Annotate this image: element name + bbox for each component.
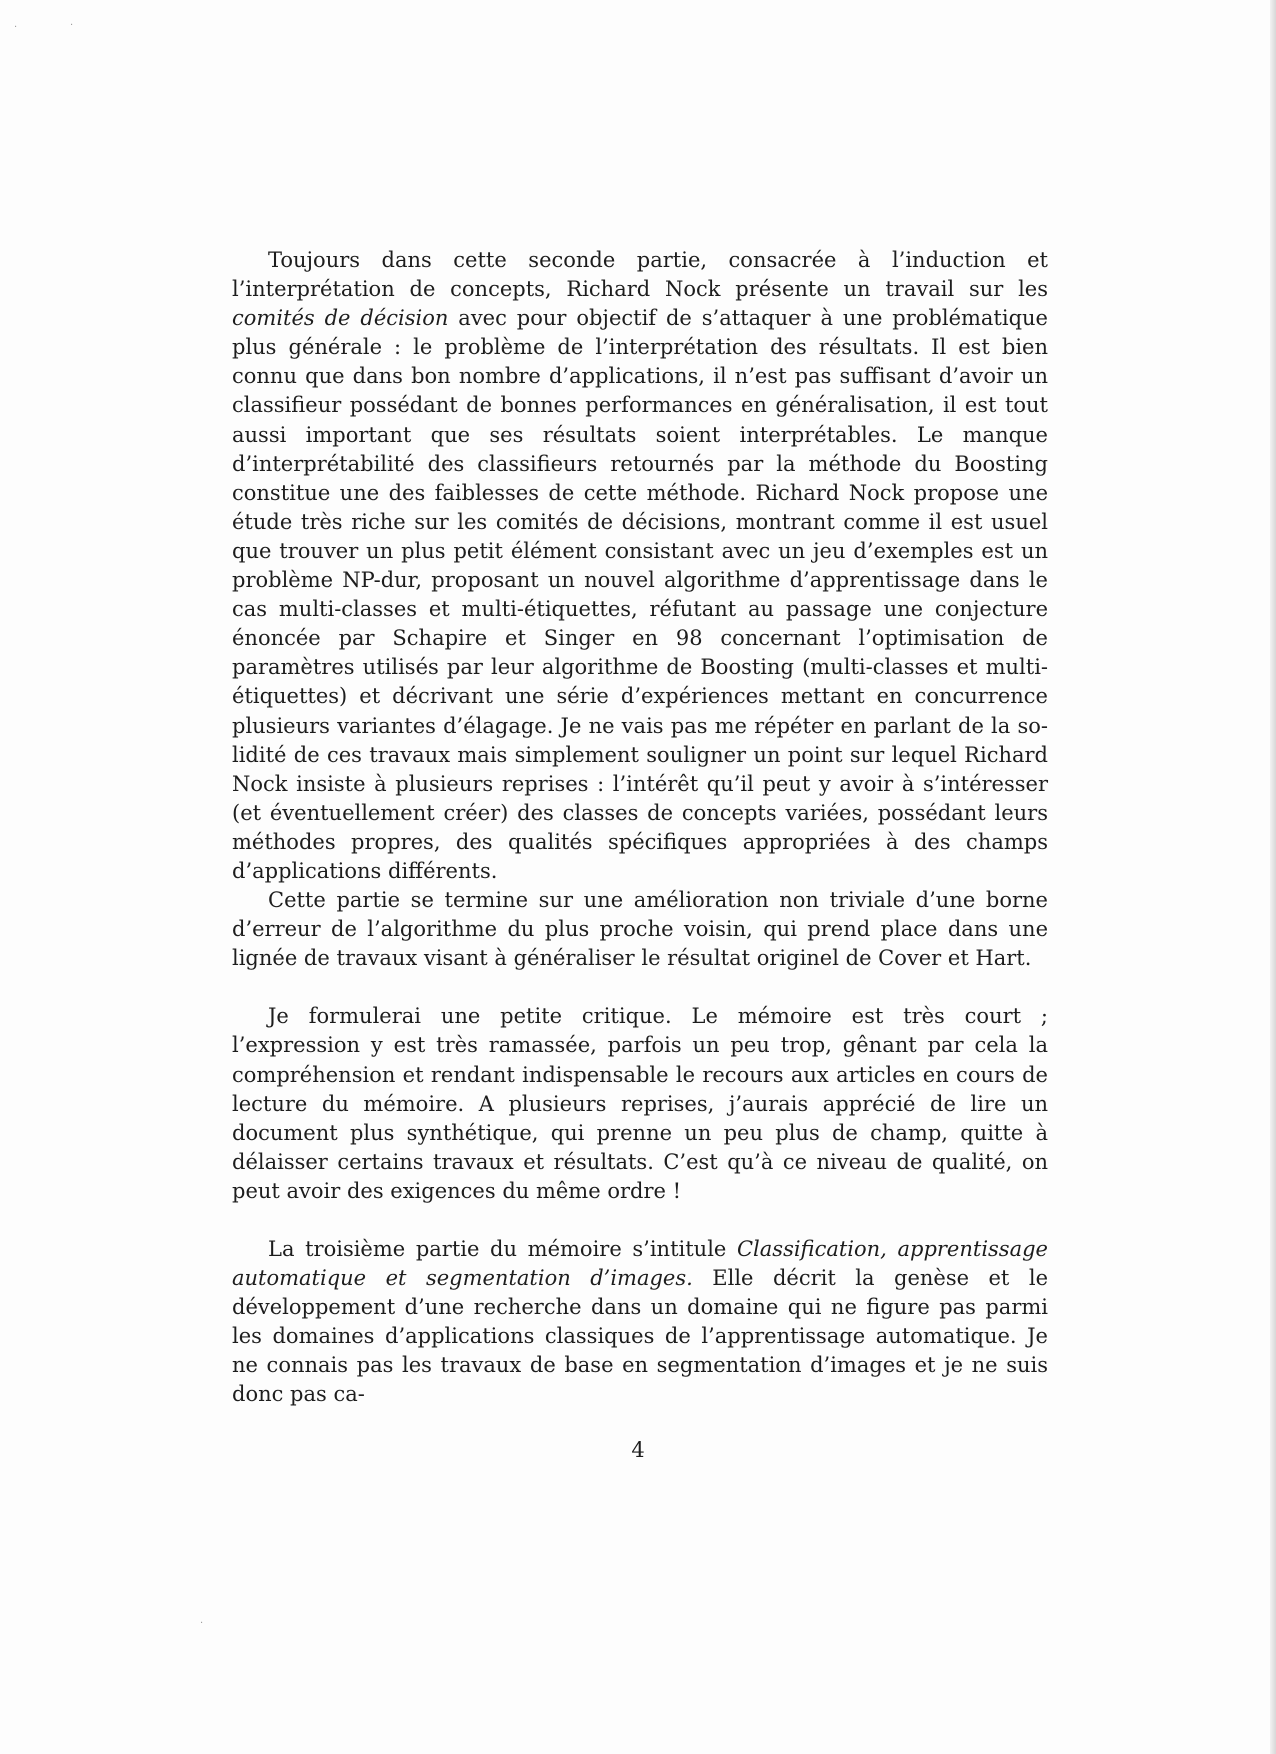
text-segment: La troisième partie du mémoire s’intitule bbox=[268, 1237, 737, 1261]
text-segment: avec pour objectif de s’attaquer à une problématique plus générale : le problème de l’interprétation des résultats. Il est bien connu que dans bon nombre d’applications, il n’est pas suffisant d’avoir un classifieur possédant de bonnes performances en généralisation, il est tout aussi important que ses résultats soient interprétables. Le manque d’interprétabilité des classifieurs retournés par la méthode du Boosting constitue une des faiblesses de cette méthode. Richard Nock propose une étude très riche sur les comités de décisions, montrant comme il est usuel que trouver un plus petit élément consistant avec un jeu d’exemples est un problème NP-dur, proposant un nouvel algorithme d’apprentissage dans le cas multi-classes et multi-étiquettes, réfutant au passage une conjecture énoncée par Schapire et Singer en 98 concernant l’optimisation de paramètres utilisés par leur algorithme de Boosting (multi-classes et multi-étiquettes) et décrivant une série d’expériences mettant en concurrence plusieurs variantes d’élagage. Je ne vais pas me répéter en parlant de la solidité de ces travaux mais simplement souligner un point sur lequel Richard Nock insiste à plusieurs reprises : l’intérêt qu’il peut y avoir à s’intéresser (et éventuellement créer) des classes de concepts variées, possédant leurs méthodes propres, des qualités spécifiques appropriées à des champs d’applications différents. bbox=[232, 306, 1048, 883]
text-segment: Toujours dans cette seconde partie, consacrée à l’induction et l’interprétation de concepts, Richard Nock présente un travail sur les bbox=[232, 248, 1048, 302]
paragraph bbox=[232, 246, 1048, 886]
page-edge-shadow bbox=[1270, 0, 1276, 1754]
italic-title: Classification, apprentissage automatique et segmentation d’images. bbox=[232, 1237, 1048, 1291]
scan-speck: · bbox=[70, 20, 74, 31]
paragraph bbox=[232, 886, 1048, 973]
paragraph bbox=[232, 1235, 1048, 1410]
text-segment: Je formulerai une petite critique. Le mémoire est très court ; l’expression y est très ramassée, parfois un peu trop, gênant par cela la compréhension et rendant indispensable le recours aux articles en cours de lecture du mémoire. A plusieurs reprises, j’aurais apprécié de lire un document plus synthétique, qui prenne un peu plus de champ, quitte à délaisser certains travaux et résultats. C’est qu’à ce niveau de qualité, on peut avoir des exigences du même ordre ! bbox=[232, 1004, 1048, 1203]
scan-speck: · bbox=[200, 1618, 204, 1629]
italic-term: comités de décision bbox=[232, 306, 449, 331]
text-segment: Elle décrit la genèse et le développement d’une recherche dans un domaine qui ne figure pas parmi les domaines d’applications classiques de l’apprentissage automatique. Je ne connais pas les travaux de base en segmentation d’images et je ne suis donc pas ca- bbox=[232, 1266, 1048, 1407]
paragraph bbox=[232, 1002, 1048, 1206]
text-segment: Cette partie se termine sur une amélioration non triviale d’une borne d’erreur de l’algorithme du plus proche voisin, qui prend place dans une lignée de travaux visant à généraliser le résultat originel de Cover et Hart. bbox=[232, 888, 1048, 971]
scan-speck: · bbox=[14, 22, 18, 33]
body-text bbox=[232, 246, 1048, 1410]
page-number: 4 bbox=[631, 1438, 645, 1462]
